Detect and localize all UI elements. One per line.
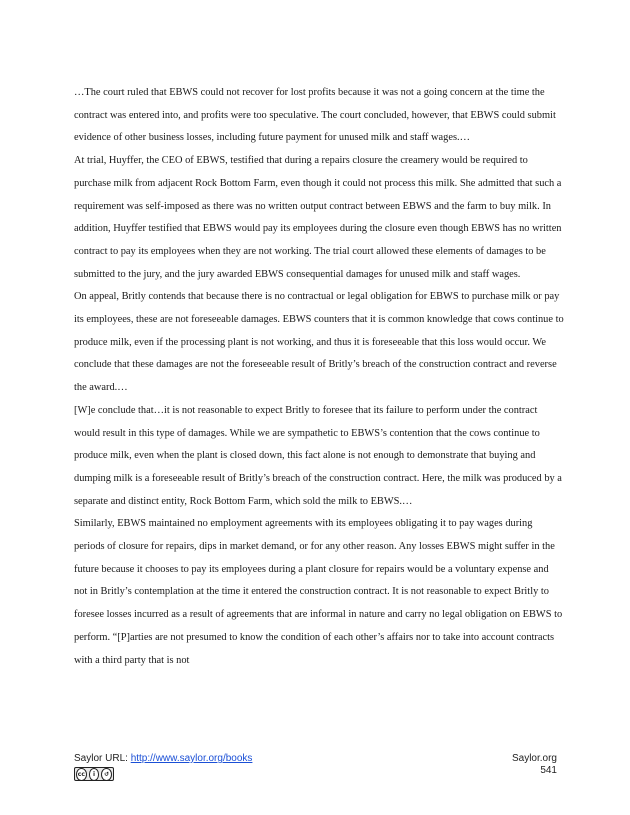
creative-commons-icon — [74, 767, 114, 781]
paragraph-1: …The court ruled that EBWS could not recover for lost profits because it was not a going concern at the time the contract was entered into, and profits were too speculative. The court concluded, however, that EBWS could submit evidence of other business losses, including future payment for unused milk and staff wages.… — [74, 87, 556, 144]
paragraph-4: [W]e conclude that…it is not reasonable to expect Britly to foresee that its failure to perform under the contract would result in this type of damages. While we are sympathetic to EBWS’s contention that the cows continue to produce milk, even when the plant is closed down, this fact alone is not enough to demonstrate that buying and dumping milk is a foreseeable result of Britly’s breach of the construction contract. Here, the milk was produced by a separate and distinct entity, Rock Bottom Farm, which sold the milk to EBWS.… — [74, 404, 562, 507]
paragraph-2: At trial, Huyffer, the CEO of EBWS, testified that during a repairs closure the creamery would be required to purchase milk from adjacent Rock Bottom Farm, even though it could not process this milk. She admitted that such a requirement was self-imposed as there was no written output contract between EBWS and the farm to buy milk. In addition, Huyffer testified that EBWS would pay its employees during the closure even though EBWS has no written contract to pay its employees when they are not working. The trial court allowed these elements of damages to be submitted to the jury, and the jury awarded EBWS consequential damages for unused milk and staff wages. — [74, 155, 562, 280]
footer-url-link[interactable]: http://www.saylor.org/books — [130, 753, 253, 764]
paragraph-5: Similarly, EBWS maintained no employment agreements with its employees obligating it to pay wages during periods of closure for repairs, dips in market demand, or for any other reason. Any losses EBWS might suffer in the future because it chooses to pay its employees during a plant closure for repairs would be a voluntary expense and not in Britly’s contemplation at the time it entered the construction contract. It is not reasonable to expect Britly to foresee losses incurred as a result of agreements that are informal in nature and carry no legal obligation on EBWS to perform. “[P]arties are not presumed to know the condition of each other’s affairs nor to take into account contracts with a third party that is not — [74, 518, 563, 666]
footer-site: Saylor.org — [511, 753, 557, 764]
page-number: 541 — [540, 765, 557, 776]
footer-right — [512, 753, 557, 777]
footer-source — [74, 753, 252, 764]
paragraph-3: On appeal, Britly contends that because there is no contractual or legal obligation for EBWS to purchase milk or pay its employees, these are not foreseeable damages. EBWS counters that it is common knowledge that cows continue to produce milk, even if the processing plant is not working, and thus it is foreseeable that this loss would occur. We conclude that these damages are not the foreseeable result of Britly’s breach of the construction contract and reverse the award.… — [74, 291, 564, 394]
cc-icon: cc — [76, 768, 87, 781]
sa-icon: ↺ — [101, 768, 112, 781]
footer-url-label: Saylor URL: — [74, 753, 131, 764]
by-icon: i — [89, 768, 100, 781]
page-body — [74, 82, 564, 672]
